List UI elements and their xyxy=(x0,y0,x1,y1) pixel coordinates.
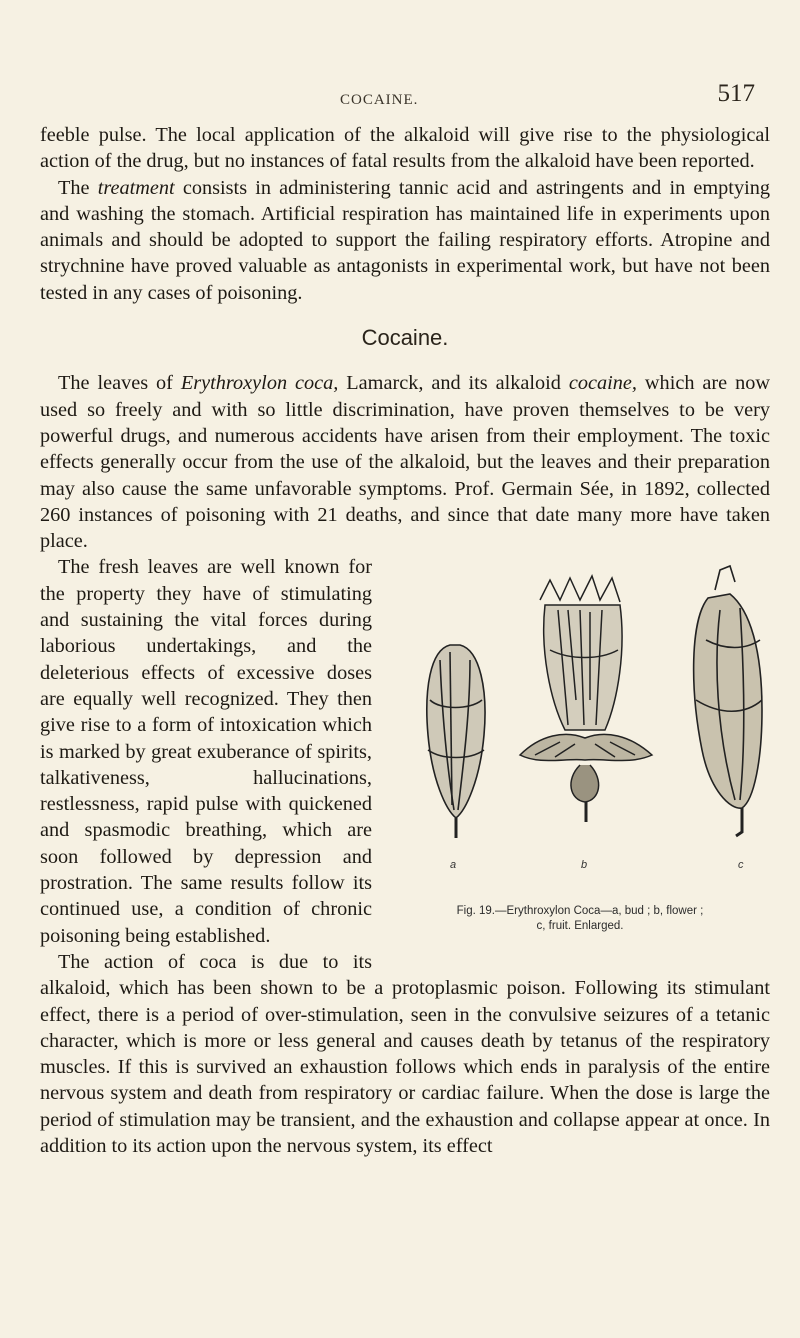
figure-illustration xyxy=(390,560,770,900)
flower-illustration xyxy=(520,576,652,822)
paragraph-cocaine-intro xyxy=(40,370,770,554)
paragraph-treatment-text: consists in administering tannic acid and astringents and in emptying and washing the stomach. Artificial respiration has maintained life in experiments upon animals and should be adopted to support the failing respiratory efforts. Atropine and strychnine have proved valuable as antagonists in experimental work, but have not been tested in any cases of poisoning. xyxy=(40,176,770,304)
page-body xyxy=(40,122,770,1159)
paragraph-treatment-lead: The xyxy=(58,176,98,199)
intro-text: which are now used so freely and with so little discrimination, have proven themselves to be very powerful drugs, and numerous accidents have arisen from their employment. The toxic effects generally occur from the use of the alkaloid, but the leaves and their preparation may also cause the same unfavorable symptoms. Prof. Germain Sée, in 1892, collected 260 instances of poisoning with 21 deaths, and since that date many more have taken place. xyxy=(40,372,770,553)
bud-illustration xyxy=(427,645,485,838)
page-header xyxy=(340,80,760,120)
fruit-illustration xyxy=(694,566,762,836)
paragraph-effects: The fresh leaves are well known for the property they have of stimulating and sustaining the vital forces during laborious undertakings, and the deleterious effects of excessive doses are equally well recognized. They then give rise to a form of intoxication which is marked by great exuberance of spirits, talkativeness, hallucinations, restlessness, rapid pulse with quickened and spasmodic breathing, which are soon followed by depression and prostration. The same results follow its continued use, a condition of chronic poisoning being established. xyxy=(40,556,372,947)
figure-caption xyxy=(390,904,770,934)
label-c: c xyxy=(738,859,744,872)
paragraph-action: The action of coca is due to its alkaloid, which has been shown to be a protoplasmic poison. Following its stimulant effect, there is a period of over-stimulation, seen in the convulsive seizures of a tetanic character, which is more or less general and causes death by tetanus of the respiratory muscles. If this is survived an exhaustion follows which ends in paralysis of the entire nervous system and death from respiratory or cardiac failure. When the dose is large the period of stimulation may be transient, and the exhaustion and collapse appear at once. In addition to its action upon the nervous system, its effect xyxy=(40,950,770,1157)
alkaloid-name: cocaine, xyxy=(568,372,637,395)
caption-line-1: Fig. 19.—Erythroxylon Coca—a, bud ; b, flower ; xyxy=(456,905,704,918)
intro-lead: The leaves of xyxy=(58,372,181,395)
label-a: a xyxy=(450,859,457,872)
paragraph-treatment xyxy=(40,175,770,306)
running-title: COCAINE. xyxy=(340,92,419,108)
section-title: Cocaine. xyxy=(361,325,449,351)
paragraph-1: feeble pulse. The local application of the alkaloid will give rise to the physiological action of the drug, but no instances of fatal results from the alkaloid have been reported. xyxy=(40,124,770,173)
species-name: Erythroxylon coca, xyxy=(180,372,339,395)
figure-erythroxylon xyxy=(390,560,770,956)
page-number: 517 xyxy=(717,80,755,107)
label-b: b xyxy=(581,859,588,872)
intro-mid: Lamarck, and its alkaloid xyxy=(338,372,569,395)
treatment-emphasis: treatment xyxy=(97,176,175,199)
caption-line-2: c, fruit. Enlarged. xyxy=(536,920,624,933)
